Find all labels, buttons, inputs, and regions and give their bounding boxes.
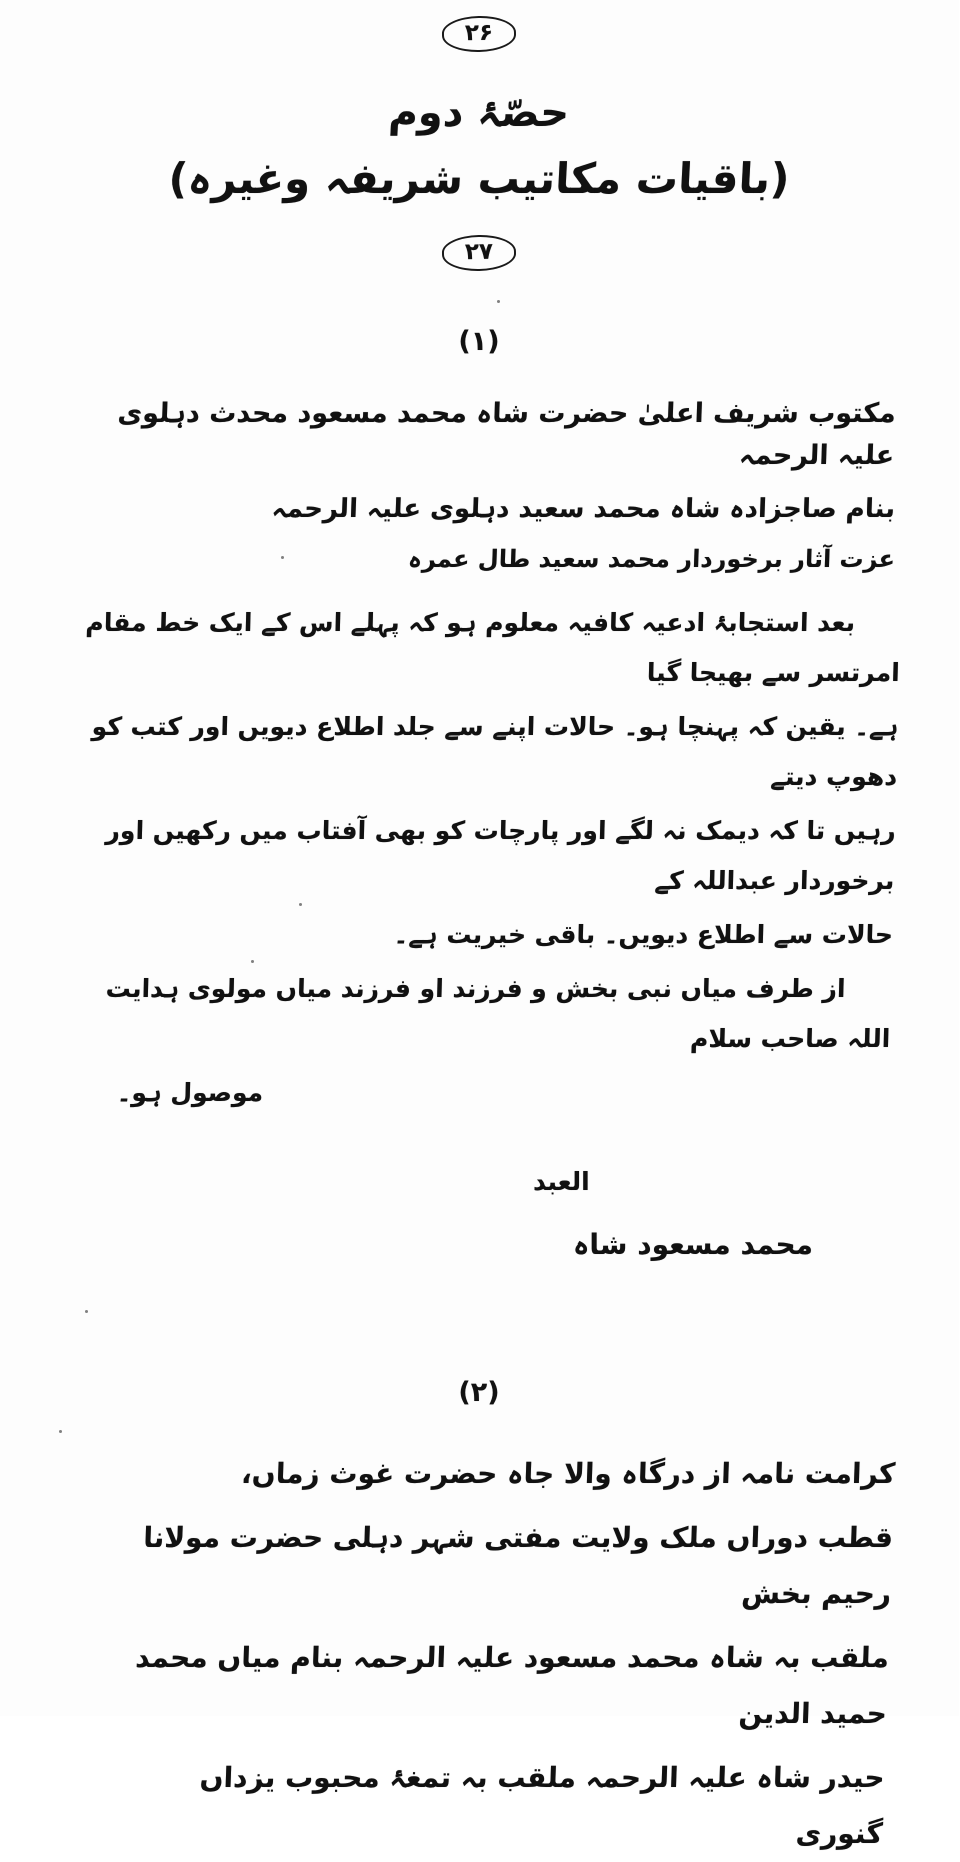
letter-1-signature-line-1: العبد xyxy=(534,1167,591,1197)
letter-1-number-container xyxy=(0,316,960,367)
scan-speckle xyxy=(252,960,255,963)
letter-1-number: (۱) xyxy=(459,325,501,357)
letter-1-signature xyxy=(64,1158,896,1271)
letter-2-body-line-4: حیدر شاہ علیہ الرحمہ ملقب بہ تمغۂ محبوب یزداں گنوری xyxy=(200,1761,887,1851)
scan-speckle xyxy=(86,1310,89,1313)
letter-1-body-line-5: از طرف میاں نبی بخش و فرزند او فرزند میاں مولوی ہدایت اللہ صاحب سلام xyxy=(106,974,892,1054)
page-number-top-container xyxy=(0,0,960,52)
letter-2-body-line-1: کرامت نامہ از درگاہ والا جاہ حضرت غوث زماں، xyxy=(241,1457,897,1491)
letter-2-body-line-3: ملقب بہ شاہ محمد مسعود علیہ الرحمہ بنام میاں محمد حمید الدین xyxy=(135,1641,891,1731)
scan-speckle xyxy=(282,556,285,559)
page-number-second-container xyxy=(0,235,960,271)
scan-speckle xyxy=(498,300,501,303)
letter-1-body-line-2: ہے۔ یقین کہ پہنچا ہو۔ حالات اپنے سے جلد اطلاع دیویں اور کتب کو دھوپ دیتے xyxy=(92,712,900,792)
page-number-second: ۲۷ xyxy=(443,234,518,272)
letter-2 xyxy=(63,1446,898,1862)
letter-1-signature-line-2: محمد مسعود شاہ xyxy=(574,1227,814,1261)
letter-1-heading-line-1: مکتوب شریف اعلیٰ حضرت شاہ محمد مسعود محدث دہلوی علیہ الرحمہ xyxy=(117,397,898,471)
letter-1-body-line-3: رہیں تا کہ دیمک نہ لگے اور پارچات کو بھی آفتاب میں رکھیں اور برخوردار عبداللہ کے xyxy=(106,816,898,896)
letter-1-body-line-4: حالات سے اطلاع دیویں۔ باقی خیریت ہے۔ xyxy=(394,920,895,950)
letter-1-heading-line-2: بنام صاجزادہ شاہ محمد سعید دہلوی علیہ الرحمہ xyxy=(272,493,897,524)
letter-1-body-line-6: موصول ہو۔ xyxy=(117,1078,265,1108)
letter-2-number-container xyxy=(0,1367,960,1418)
letter-1-heading-line-3: عزت آثار برخوردار محمد سعید طال عمرہ xyxy=(408,544,897,573)
page-number-top: ۲۶ xyxy=(443,15,518,53)
letter-2-body-line-2: قطب دوراں ملک ولایت مفتی شہر دہلی حضرت مولانا رحیم بخش xyxy=(143,1521,895,1611)
scan-speckle xyxy=(60,1430,63,1433)
section-subtitle: (باقیات مکاتیب شریفہ وغیرہ) xyxy=(168,154,792,204)
letter-1-body xyxy=(57,598,903,1118)
letter-1 xyxy=(64,393,902,1271)
letter-1-body-line-1: بعد استجابۂ ادعیہ کافیہ معلوم ہو کہ پہلے اس کے ایک خط مقام امرتسر سے بھیجا گیا xyxy=(86,608,902,688)
letter-2-number: (۲) xyxy=(459,1376,501,1408)
section-title: حصّۂ دوم xyxy=(388,90,572,137)
scan-speckle xyxy=(300,903,303,906)
